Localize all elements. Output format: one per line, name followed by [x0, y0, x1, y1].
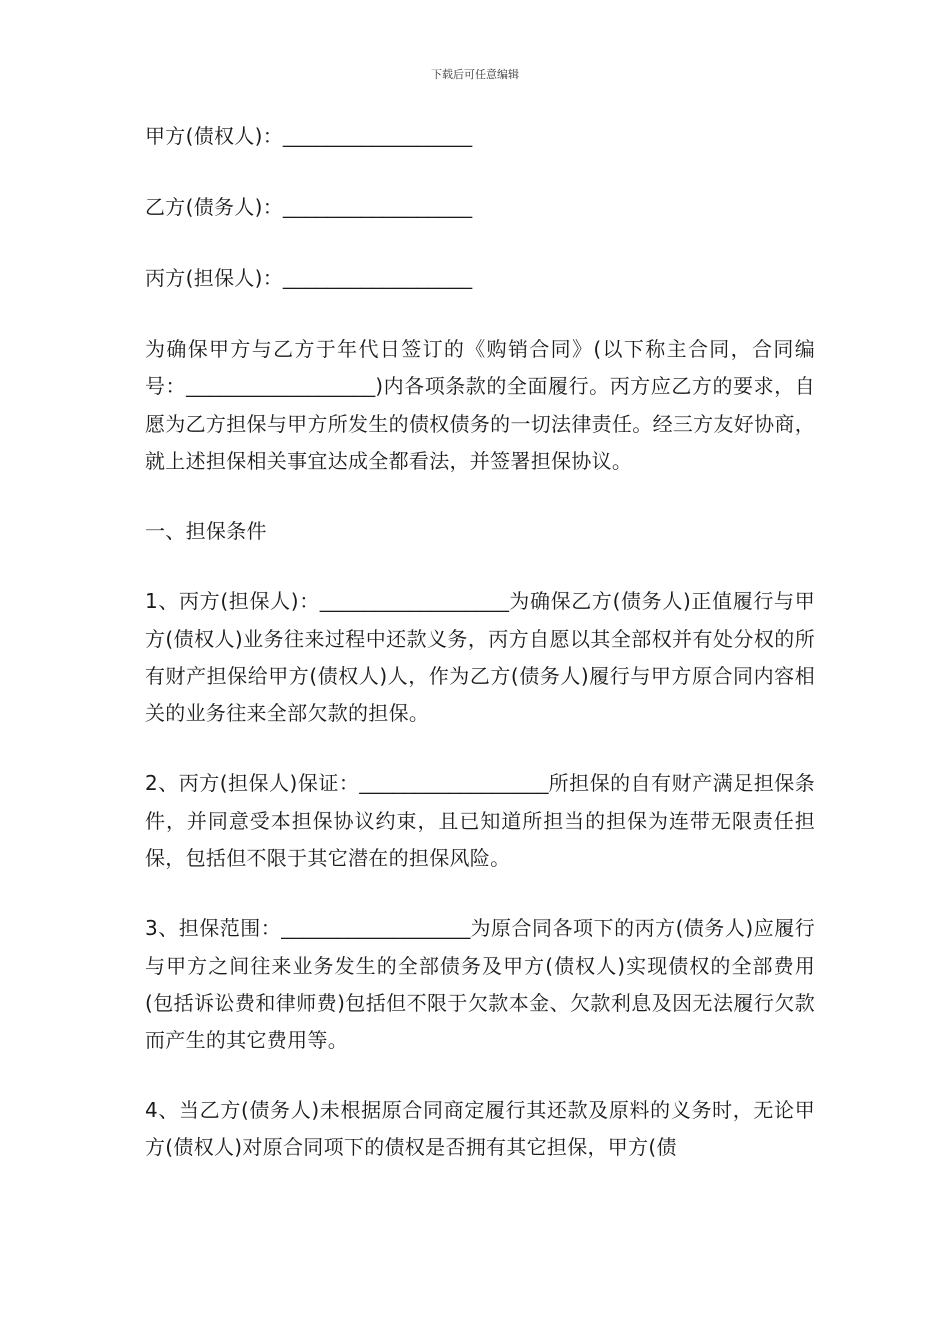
- fill-blank: _________________: [281, 918, 471, 940]
- party-label: 丙方(担保人)：: [145, 266, 284, 290]
- clause-text-before: 4、当乙方(债务人)未根据原合同商定履行其还款及原料的义务时，无论甲方(债权人)对原合同项下的债权是否拥有其它担保，甲方(债: [145, 1098, 815, 1159]
- clause-4: [145, 1092, 815, 1167]
- clause-1: [145, 583, 815, 732]
- clause-text-after: 为原合同各项下的丙方(债务人)应履行与甲方之间往来业务发生的全部债务及甲方(债权人)实现债权的全部费用(包括诉讼费和律师费)包括但不限于欠款本金、欠款利息及因无法履行欠款而产生的其它费用等。: [145, 916, 815, 1052]
- clause-3: [145, 910, 815, 1059]
- fill-blank: _________________: [359, 773, 549, 795]
- fill-blank: _________________: [283, 197, 473, 219]
- party-creditor: [145, 118, 815, 156]
- clause-text-before: 2、丙方(担保人)保证：: [145, 771, 360, 795]
- fill-blank: _________________: [283, 126, 473, 148]
- clause-text-after: 为确保乙方(债务人)正值履行与甲方(债权人)业务往来过程中还款义务，丙方自愿以其全部权并有处分权的所有财产担保给甲方(债权人)人，作为乙方(债务人)履行与甲方原合同内容相关的业务往来全部欠款的担保。: [145, 589, 815, 725]
- document-body: [145, 118, 815, 1200]
- clause-text-before: 3、担保范围：: [145, 916, 282, 940]
- section-title: 一、担保条件: [145, 519, 267, 543]
- party-label: 甲方(债权人)：: [145, 124, 284, 148]
- clause-2: [145, 765, 815, 877]
- page-header: 下载后可任意编辑: [431, 68, 519, 81]
- intro-text-after: )内各项条款的全面履行。丙方应乙方的要求，自愿为乙方担保与甲方所发生的债权债务的一切法律责任。经三方友好协商，就上述担保相关事宜达成全都看法，并签署担保协议。: [145, 374, 815, 473]
- clause-text-after: 所担保的自有财产满足担保条件，并同意受本担保协议约束，且已知道所担当的担保为连带无限责任担保，包括但不限于其它潜在的担保风险。: [145, 771, 816, 870]
- fill-blank: _________________: [283, 268, 473, 290]
- intro-paragraph: [145, 331, 815, 480]
- party-guarantor: [145, 260, 815, 298]
- party-debtor: [145, 189, 815, 227]
- fill-blank: _________________: [319, 591, 509, 613]
- party-label: 乙方(债务人)：: [145, 195, 284, 219]
- intro-text-before: 为确保甲方与乙方于年代日签订的《购销合同》(以下称主合同，合同编号：: [145, 337, 815, 398]
- fill-blank: _________________: [186, 376, 376, 398]
- clause-text-before: 1、丙方(担保人)：: [145, 589, 320, 613]
